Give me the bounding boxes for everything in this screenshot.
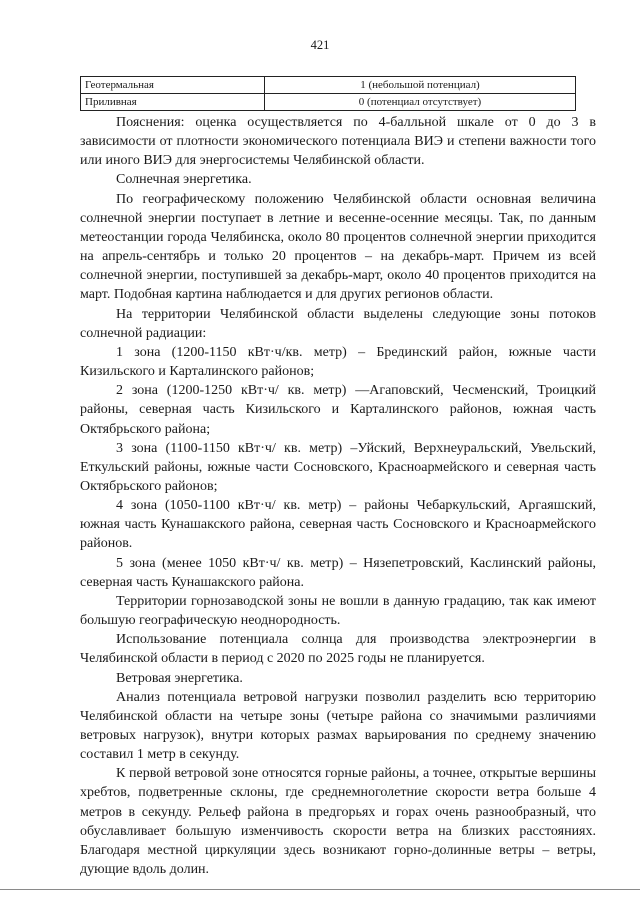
paragraph: По географическому положению Челябинской области основная величина солнечной энергии поступает в летние и весенне-осенние месяцы. Так, по данным метеостанции города Челябинска, около 80 процентов солнечной энергии приходится на апрель-сентябрь и только 20 процентов – на декабрь-март. Причем из всей солнечной энергии, поступившей за декабрь-март, около 40 процентов приходится на март. Подобная картина наблюдается и для других регионов области. [80, 191, 596, 303]
section-heading-wind: Ветровая энергетика. [116, 670, 243, 686]
paragraph: Территории горнозаводской зоны не вошли в данную градацию, так как имеют большую географическую неоднородность. [80, 593, 596, 629]
paragraph-explanation: Пояснения: оценка осуществляется по 4-балльной шкале от 0 до 3 в зависимости от плотности экономического потенциала ВИЭ и степени важности того или иного ВИЭ для энергосистемы Челябинской области. [80, 115, 596, 169]
table-cell-name: Геотермальная [81, 77, 265, 94]
paragraph-zone-4: 4 зона (1050-1100 кВт·ч/ кв. метр) – районы Чебаркульский, Аргаяшский, южная часть Кунашакского района, северная часть Сосновского и Красноармейского районов. [80, 498, 596, 552]
paragraph: На территории Челябинской области выделены следующие зоны потоков солнечной радиации: [80, 306, 596, 341]
energy-potential-table [80, 76, 576, 111]
table-cell-value: 1 (небольшой потенциал) [265, 77, 576, 94]
paragraph: К первой ветровой зоне относятся горные районы, а точнее, открытые вершины хребтов, подветренные склоны, где среднемноголетние скорости ветра больше 4 метров в секунду. Рельеф района в предгорьях и горах очень разнообразный, что обуславливает большую изменчивость скорости ветра на близких расстояниях. Благодаря местной циркуляции здесь возникают горно-долинные ветры – ветры, дующие вдоль долин. [80, 766, 596, 878]
document-body [80, 113, 596, 879]
paragraph-zone-1: 1 зона (1200-1150 кВт·ч/кв. метр) – Брединский район, южные части Кизильского и Карталинского районов; [80, 344, 596, 380]
paragraph-zone-3: 3 зона (1100-1150 кВт·ч/ кв. метр) –Уйский, Верхнеуральский, Увельский, Еткульский районы, южные части Сосновского, Красноармейского и северная часть Октябрьского районов; [80, 440, 596, 494]
table-row [81, 77, 576, 94]
paragraph: Использование потенциала солнца для производства электроэнергии в Челябинской области в период с 2020 по 2025 годы не планируется. [80, 632, 596, 667]
paragraph-zone-2: 2 зона (1200-1250 кВт·ч/ кв. метр) —Агаповский, Чесменский, Троицкий районы, северная часть Кизильского и Карталинского районов, южная часть Октябрьского района; [80, 383, 596, 437]
table-cell-name: Приливная [81, 94, 265, 111]
table-row [81, 94, 576, 111]
paragraph: Анализ потенциала ветровой нагрузки позволил разделить всю территорию Челябинской области на четыре зоны (четыре района со значимыми различиями ветровых нагрузок), внутри которых размах варьирования по среднему значению составил 1 метр в секунду. [80, 689, 596, 763]
page-number: 421 [310, 38, 330, 52]
table-cell-value: 0 (потенциал отсутствует) [265, 94, 576, 111]
page-bottom-rule [0, 889, 640, 890]
section-heading-solar: Солнечная энергетика. [116, 172, 252, 188]
paragraph-zone-5: 5 зона (менее 1050 кВт·ч/ кв. метр) – Нязепетровский, Каслинский районы, северная часть Кунашакского района. [80, 555, 596, 590]
